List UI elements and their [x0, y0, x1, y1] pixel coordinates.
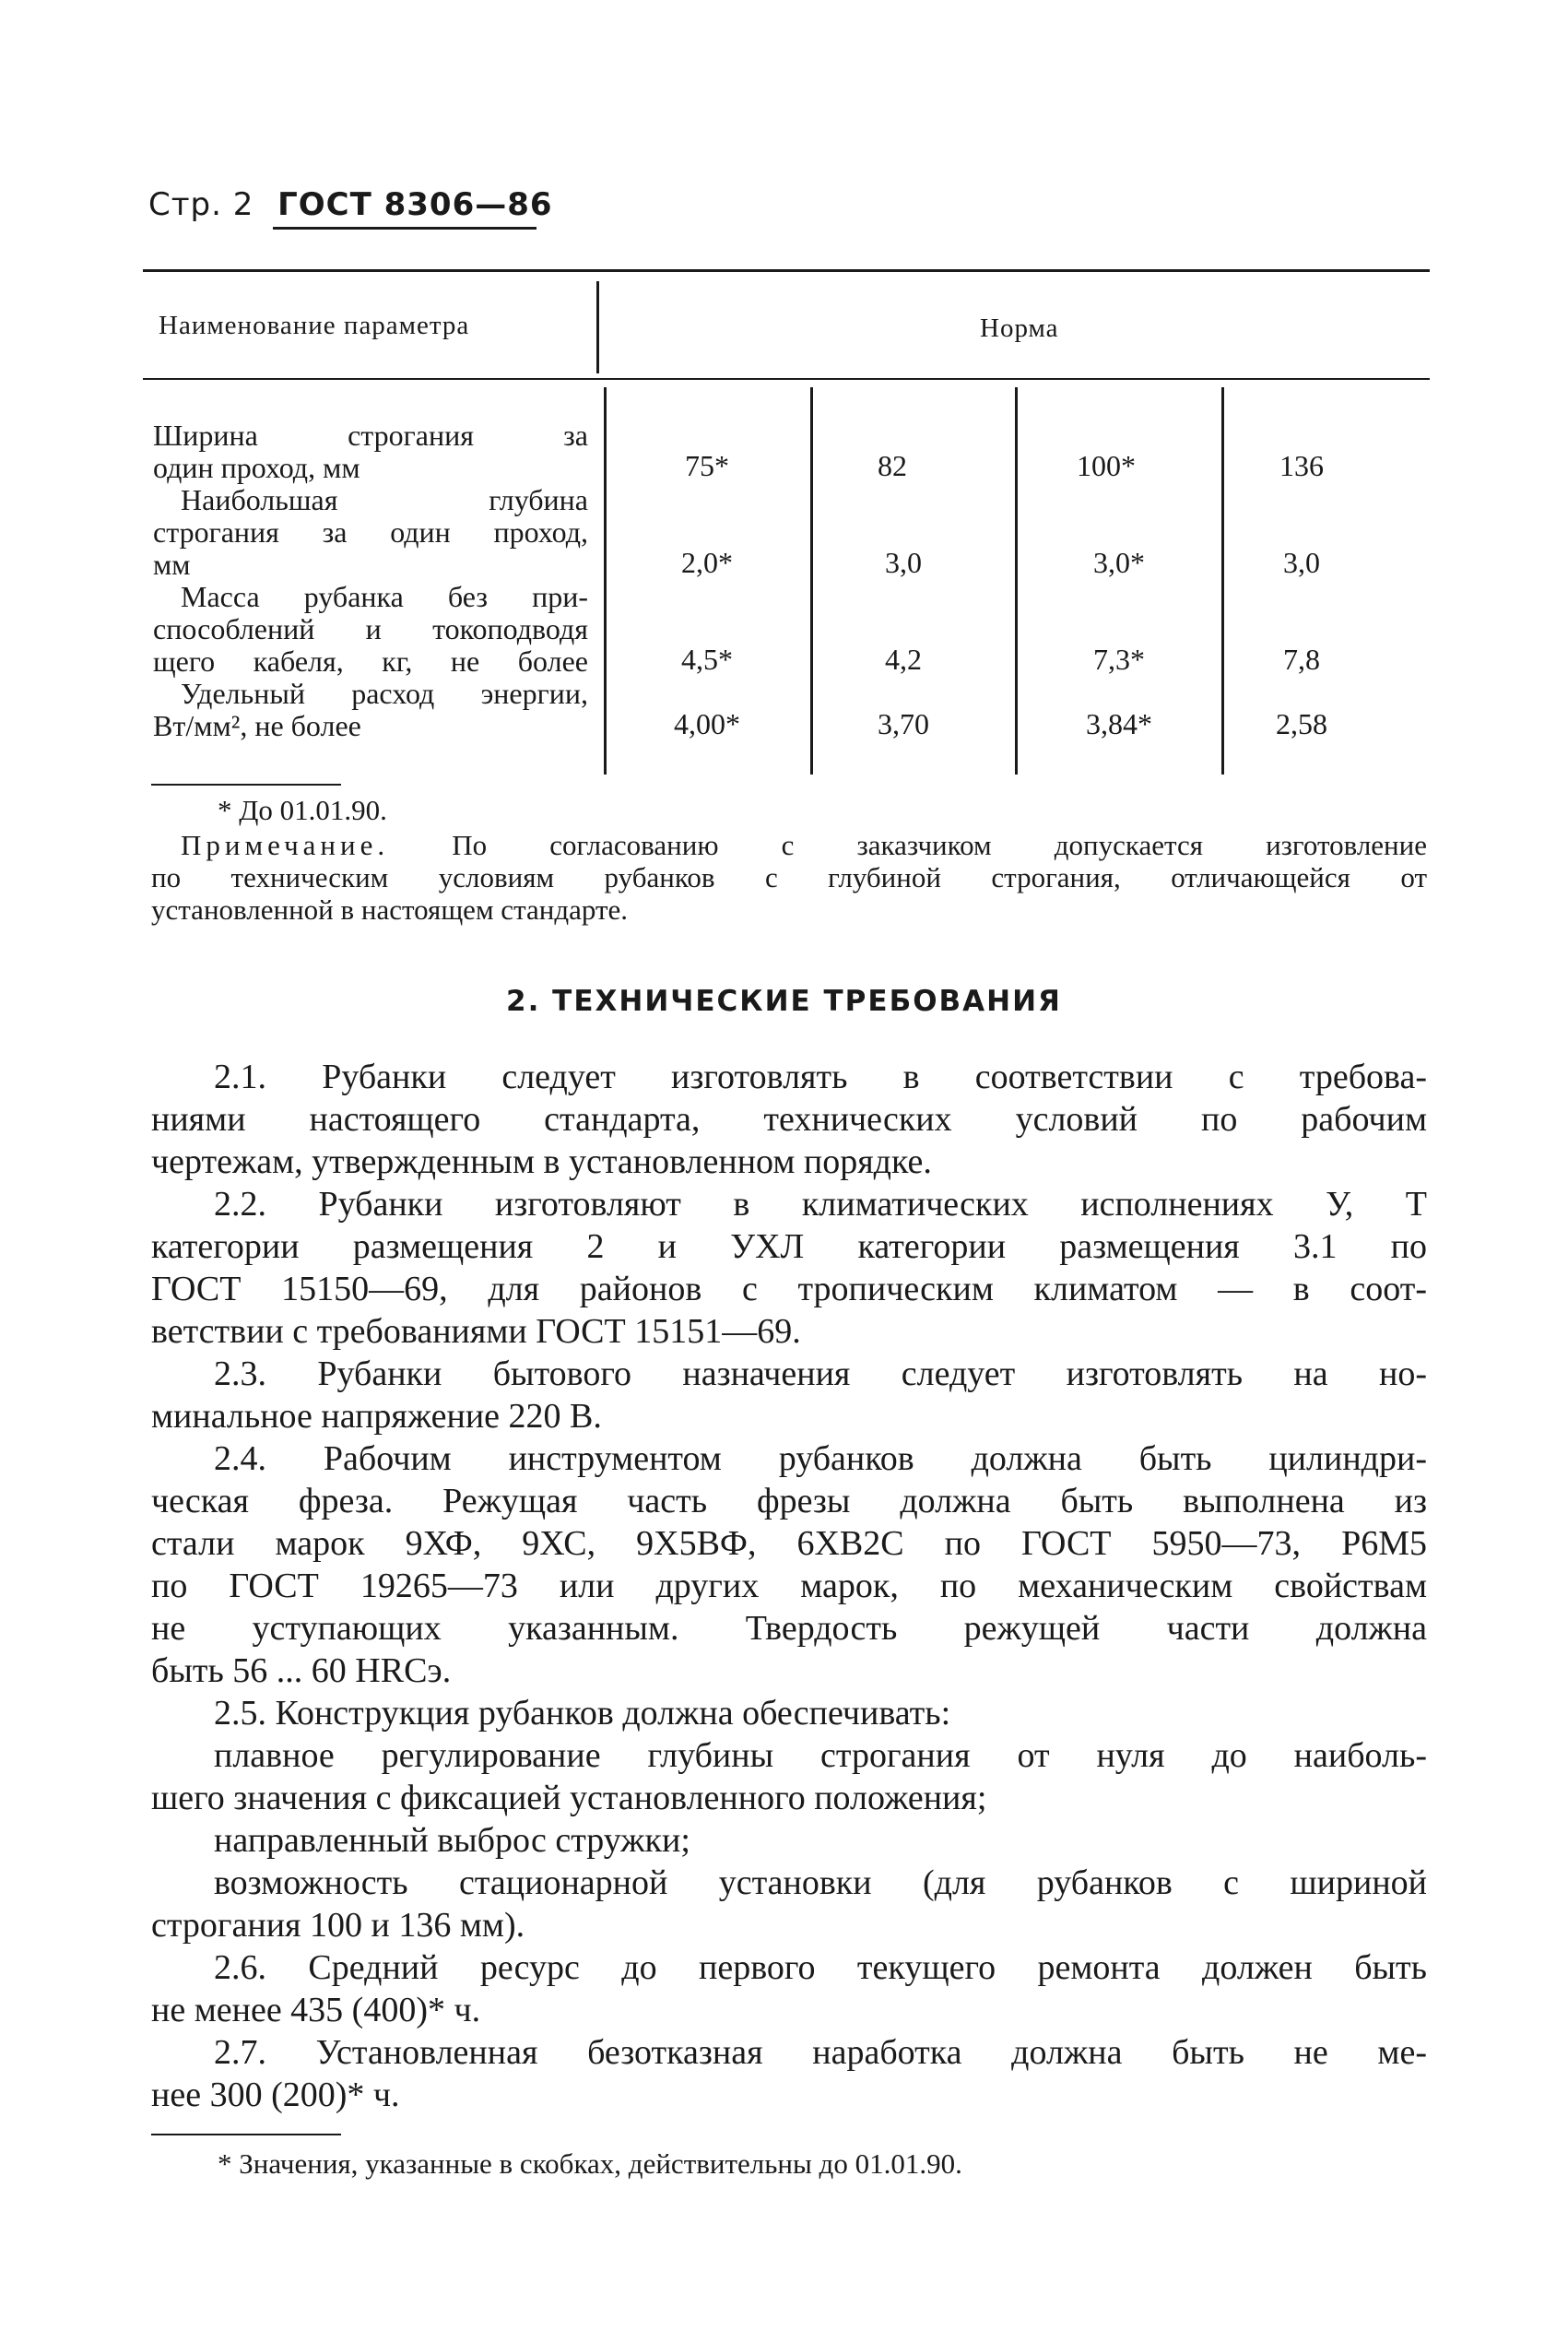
table-row-label: Наибольшая глубина — [181, 483, 588, 516]
table-row-label: щего кабеля, кг, не более — [153, 645, 588, 678]
table-row-label: Ширина строгания за — [153, 419, 588, 452]
table-cell: 4,00* — [674, 707, 740, 740]
table-col-divider-3 — [1015, 387, 1018, 775]
table-row-label: один проход, мм — [153, 451, 360, 484]
paragraph-line: ческая фреза. Режущая часть фрезы должна быть выполнена из — [151, 1482, 1427, 1520]
table-cell: 3,84* — [1086, 707, 1152, 740]
table-cell: 2,58 — [1276, 707, 1327, 740]
note-line — [181, 830, 1427, 861]
page-header — [148, 186, 553, 223]
paragraph-line: быть 56 ... 60 HRCэ. — [151, 1651, 452, 1690]
paragraph-line: чертежам, утвержденным в установленном порядке. — [151, 1142, 932, 1181]
header-underline — [273, 227, 536, 230]
table-cell: 7,3* — [1093, 643, 1145, 676]
bottom-footnote-rule — [151, 2134, 341, 2135]
paragraph-line: минальное напряжение 220 В. — [151, 1397, 602, 1436]
table-header-divider — [596, 281, 599, 373]
note-prefix: Примечание. — [181, 829, 390, 861]
paragraph-line: по ГОСТ 19265—73 или других марок, по механическим свойствам — [151, 1567, 1427, 1605]
table-cell: 3,0* — [1093, 546, 1145, 579]
table-cell: 4,2 — [885, 643, 922, 676]
note-text: По согласованию с заказчиком допускается изготовление — [452, 829, 1427, 861]
table-col-divider-1 — [604, 387, 607, 775]
paragraph-line: 2.4. Рабочим инструментом рубанков должна быть цилиндри- — [214, 1439, 1427, 1478]
table-cell: 3,70 — [878, 707, 929, 740]
table-row-label: способлений и токоподводя — [153, 612, 588, 645]
paragraph-line: нее 300 (200)* ч. — [151, 2076, 400, 2114]
paragraph-line: строгания 100 и 136 мм). — [151, 1906, 525, 1945]
table-footnote: * До 01.01.90. — [218, 794, 387, 826]
paragraph-line: плавное регулирование глубины строгания от нуля до наиболь- — [214, 1736, 1427, 1775]
table-row-label: строгания за один проход, — [153, 515, 588, 549]
table-cell: 4,5* — [681, 643, 733, 676]
table-cell: 100* — [1077, 449, 1136, 482]
table-header-rule — [143, 378, 1430, 380]
standard-number: ГОСТ 8306—86 — [277, 186, 553, 223]
table-row-label: Вт/мм², не более — [153, 709, 361, 742]
paragraph-line: 2.1. Рубанки следует изготовлять в соответствии с требова- — [214, 1058, 1427, 1096]
paragraph-line: направленный выброс стружки; — [214, 1821, 690, 1860]
paragraph-line: 2.6. Средний ресурс до первого текущего ремонта должен быть — [214, 1948, 1427, 1987]
paragraph-line: 2.2. Рубанки изготовляют в климатических исполнениях У, Т — [214, 1185, 1427, 1224]
table-row-label: мм — [153, 548, 191, 581]
table-cell: 75* — [685, 449, 729, 482]
paragraph-line: ГОСТ 15150—69, для районов с тропическим климатом — в соот- — [151, 1270, 1427, 1308]
column-header-parameter: Наименование параметра — [159, 311, 470, 340]
paragraph-line: возможность стационарной установки (для рубанков с шириной — [214, 1863, 1427, 1902]
table-top-rule — [143, 269, 1430, 272]
section-title: 2. ТЕХНИЧЕСКИЕ ТРЕБОВАНИЯ — [506, 985, 1062, 1018]
paragraph-line: не уступающих указанным. Твердость режущей части должна — [151, 1609, 1427, 1648]
paragraph-line: 2.3. Рубанки бытового назначения следует изготовлять на но- — [214, 1354, 1427, 1393]
footnote-rule — [151, 784, 341, 786]
paragraph-line: стали марок 9ХФ, 9ХС, 9Х5ВФ, 6ХВ2С по ГОСТ 5950—73, Р6М5 — [151, 1524, 1427, 1563]
table-cell: 82 — [878, 449, 907, 482]
paragraph-line: 2.5. Конструкция рубанков должна обеспечивать: — [214, 1694, 951, 1733]
note-line: по техническим условиям рубанков с глубиной строгания, отличающейся от — [151, 861, 1427, 893]
table-cell: 3,0 — [1283, 546, 1320, 579]
column-header-norm: Норма — [980, 313, 1059, 343]
paragraph-line: шего значения с фиксацией установленного положения; — [151, 1779, 987, 1817]
paragraph-line: ниями настоящего стандарта, технических условий по рабочим — [151, 1100, 1427, 1139]
paragraph-line: ветствии с требованиями ГОСТ 15151—69. — [151, 1312, 801, 1351]
bottom-footnote: * Значения, указанные в скобках, действительны до 01.01.90. — [218, 2147, 962, 2180]
table-cell: 3,0 — [885, 546, 922, 579]
paragraph-line: категории размещения 2 и УХЛ категории размещения 3.1 по — [151, 1227, 1427, 1266]
table-row-label: Масса рубанка без при- — [181, 580, 588, 613]
table-cell: 136 — [1279, 449, 1324, 482]
note-line: установленной в настоящем стандарте. — [151, 893, 629, 926]
paragraph-line: 2.7. Установленная безотказная наработка должна быть не ме- — [214, 2033, 1427, 2072]
page-number: Стр. 2 — [148, 186, 254, 223]
table-cell: 2,0* — [681, 546, 733, 579]
table-cell: 7,8 — [1283, 643, 1320, 676]
paragraph-line: не менее 435 (400)* ч. — [151, 1991, 481, 2029]
table-row-label: Удельный расход энергии, — [181, 677, 588, 710]
